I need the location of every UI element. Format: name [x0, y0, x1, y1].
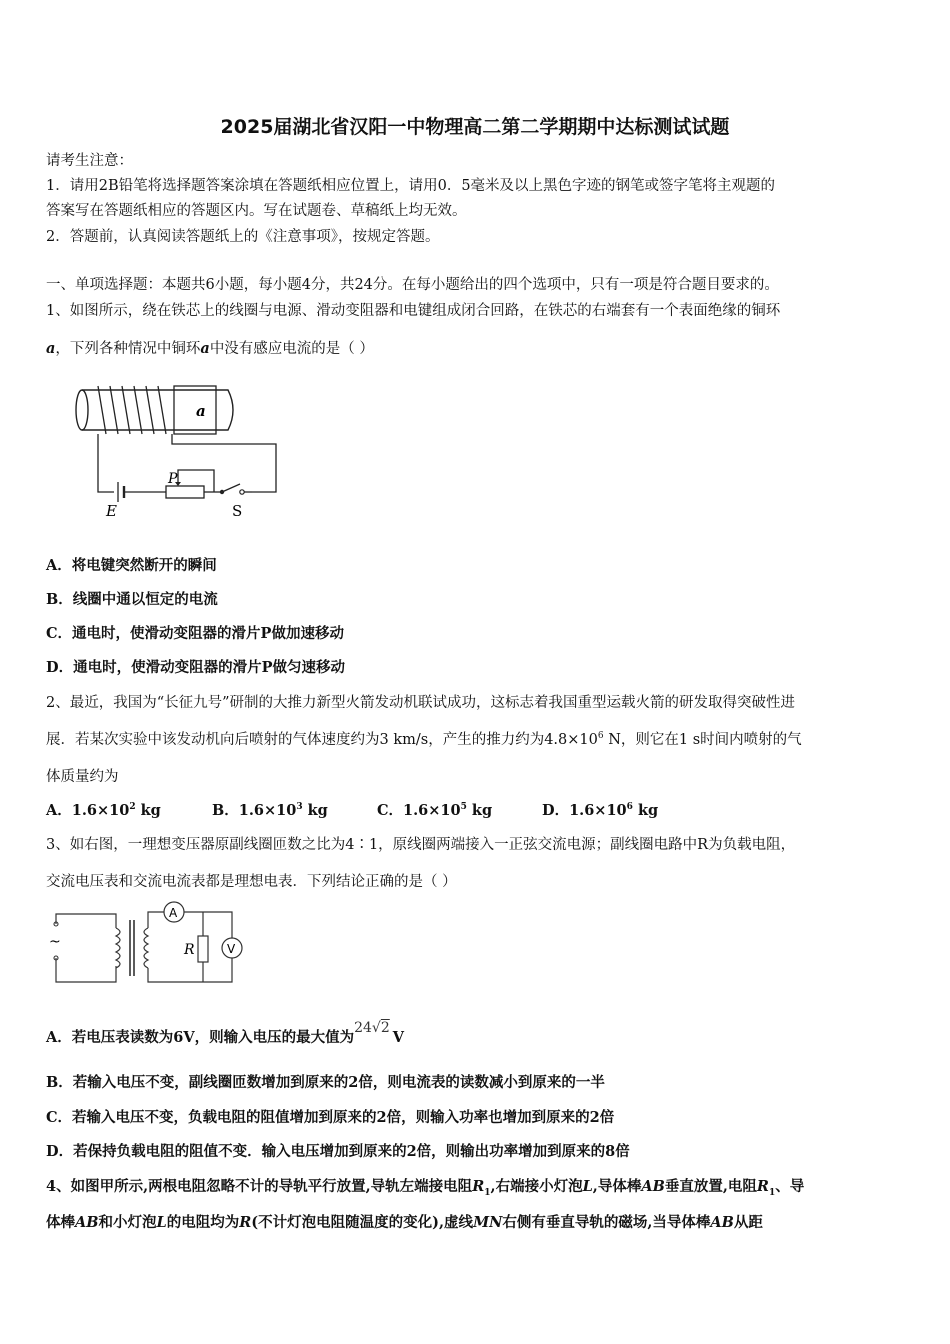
- copper-ring: [174, 386, 216, 434]
- q2-exponent: 6: [597, 731, 604, 742]
- q2-option-a: A．$1.6\times 10^2$ kg: [46, 802, 161, 819]
- q3-option-d: D．若保持负载电阻的阻值不变．输入电压增加到原来的2倍，则输出功率增加到原来的8倍: [46, 1143, 630, 1160]
- ring-label: a: [196, 402, 206, 420]
- q2-stem: 2、最近，我国为“长征九号”研制的大推力新型火箭发动机联试成功，这标志着我国重型运载火箭的研发取得突破性进: [46, 695, 796, 711]
- page-title: 2025届湖北省汉阳一中物理高二第二学期期中达标测试试题: [220, 116, 730, 138]
- notice-item-1: 1．请用2B铅笔将选择题答案涂填在答题纸相应位置上，请用0．5毫米及以上黑色字迹的钢笔或签字笔将主观题的: [46, 178, 776, 194]
- q4-stem: 4、如图甲所示,两根电阻忽略不计的导轨平行放置,导轨左端接电阻$R_1$,右端接小灯泡L,导体棒AB垂直放置,电阻$R_1$、导: [46, 1178, 805, 1198]
- q1-var-a2: a: [200, 340, 210, 357]
- q2-option-c: C．$1.6\times 10^5$ kg: [377, 802, 493, 819]
- q1-stem-end: 中没有感应电流的是（ ）: [209, 341, 374, 357]
- q1-var-a: a: [46, 340, 56, 357]
- q3-option-a-text: A．若电压表读数为6V，则输入电压的最大值为: [46, 1029, 355, 1046]
- q3-option-b: B．若输入电压不变，副线圈匝数增加到原来的2倍，则电流表的读数减小到原来的一半: [46, 1074, 605, 1091]
- ammeter-label: A: [169, 906, 178, 920]
- q3-option-a: [46, 1020, 405, 1047]
- slider-label: P: [168, 471, 178, 487]
- q1-stem-mid: ，下列各种情况中铜环: [55, 341, 201, 357]
- resistor-label: R: [184, 942, 195, 958]
- q1-option-b: B．线圈中通以恒定的电流: [46, 591, 218, 608]
- coil: [98, 386, 166, 434]
- q1-stem: 1、如图所示，绕在铁芯上的线圈与电源、滑动变阻器和电键组成闭合回路，在铁芯的右端套有一个表面绝缘的铜环: [46, 303, 781, 319]
- battery-label: E: [106, 502, 117, 520]
- q1-option-d: D．通电时，使滑动变阻器的滑片P做匀速移动: [46, 659, 345, 676]
- q2-stem-part2: N，则它在1 s时间内喷射的气: [603, 732, 802, 748]
- q2-stem-end: 体质量约为: [46, 769, 119, 785]
- q2-stem-part: 展．若某次实验中该发动机向后喷射的气体速度约为3 km/s，产生的推力约为4.8×10: [46, 732, 598, 748]
- q3-stem: 3、如右图，一理想变压器原副线圈匝数之比为4∶1，原线圈两端接入一正弦交流电源；副线圈电路中R为负载电阻，: [46, 837, 796, 853]
- q2-option-b: B．$1.6\times 10^3$ kg: [212, 802, 328, 819]
- notice-item-1-cont: 答案写在答题纸相应的答题区内。写在试题卷、草稿纸上均无效。: [46, 203, 467, 219]
- q2-stem-cont: [46, 731, 802, 749]
- core-end: [76, 390, 88, 430]
- q4-stem-cont: 体棒AB和小灯泡L的电阻均为R(不计灯泡电阻随温度的变化),虚线MN右侧有垂直导轨的磁场,当导体棒AB从距: [46, 1214, 763, 1231]
- q3-stem-cont: 交流电压表和交流电流表都是理想电表．下列结论正确的是（ ）: [46, 874, 457, 890]
- q1-circuit-figure: [70, 378, 290, 520]
- q2-option-d: D．$1.6\times 10^6$ kg: [542, 802, 659, 819]
- q3-option-a-unit: V: [392, 1029, 405, 1046]
- voltmeter-label: V: [227, 942, 236, 956]
- switch-label: S: [232, 502, 243, 520]
- secondary-coil: [144, 928, 148, 968]
- q1-stem-cont: [46, 340, 374, 358]
- primary-coil: [116, 928, 120, 968]
- notice-item-2: 2．答题前，认真阅读答题纸上的《注意事项》，按规定答题。: [46, 229, 440, 245]
- resistor: [198, 936, 208, 962]
- q1-option-a: A．将电键突然断开的瞬间: [46, 557, 217, 574]
- q3-option-c: C．若输入电压不变，负载电阻的阻值增加到原来的2倍，则输入功率也增加到原来的2倍: [46, 1109, 615, 1126]
- q3-transformer-figure: [44, 900, 250, 992]
- rheostat: [166, 486, 204, 498]
- section-heading: 一、单项选择题：本题共6小题，每小题4分，共24分。在每小题给出的四个选项中，只有一项是符合题目要求的。: [46, 277, 779, 293]
- notice-heading: 请考生注意：: [46, 153, 133, 169]
- ac-source-icon: ~: [49, 934, 61, 950]
- q1-option-c: C．通电时，使滑动变阻器的滑片P做加速移动: [46, 625, 344, 642]
- sqrt-expression: 24√2: [354, 1020, 390, 1036]
